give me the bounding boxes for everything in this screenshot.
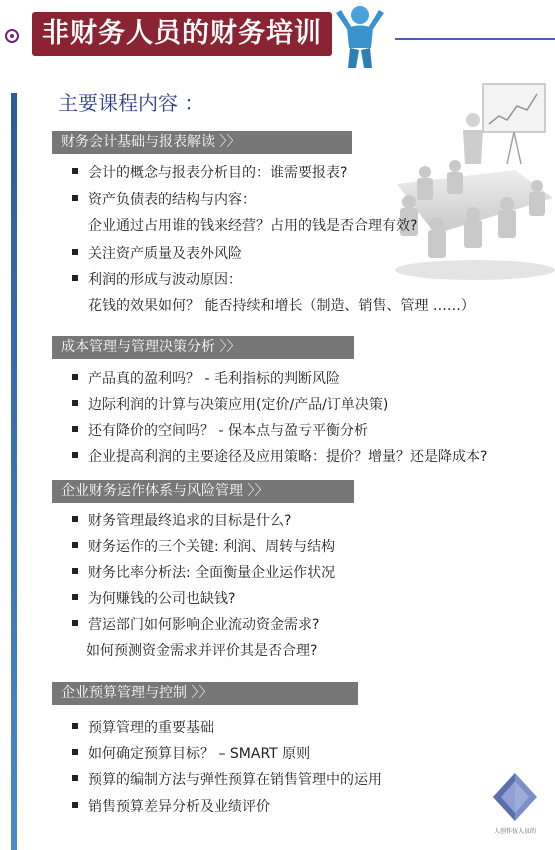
page-title: 非财务人员的财务培训	[32, 12, 332, 56]
list-item-continuation: 花钱的效果如何？ 能否持续和增长（制造、销售、管理 ……）	[88, 298, 475, 314]
list-item: 预算管理的重要基础	[72, 718, 214, 738]
bullet-square-icon	[72, 426, 78, 432]
list-item: 产品真的盈利吗？ - 毛利指标的判断风险	[72, 369, 340, 389]
list-item: 财务比率分析法: 全面衡量企业运作状况	[72, 563, 335, 583]
bullet-square-icon	[72, 594, 78, 600]
module-header-financial-operations: 企业财务运作体系与风险管理 〉〉	[52, 480, 354, 503]
module-header-cost-management: 成本管理与管理决策分析 〉〉	[52, 336, 354, 359]
bullet-square-icon	[72, 452, 78, 458]
list-item: 预算的编制方法与弹性预算在销售管理中的运用	[72, 770, 382, 790]
meeting-table-illustration	[395, 74, 555, 284]
list-item: 为何赚钱的公司也缺钱?	[72, 589, 235, 609]
list-item: 企业提高利润的主要途径及应用策略：提价？增量？还是降成本?	[72, 447, 487, 467]
bullet-square-icon	[72, 275, 78, 281]
header	[0, 0, 555, 80]
list-item-continuation: 企业通过占用谁的钱来经营？占用的钱是否合理有效?	[88, 218, 418, 234]
bullet-square-icon	[72, 568, 78, 574]
logo-caption: 人创作伍人员的	[493, 828, 537, 835]
list-item: 如何确定预算目标？ – SMART 原则	[72, 744, 310, 764]
bullet-square-icon	[72, 775, 78, 781]
bullet-square-icon	[72, 749, 78, 755]
list-item: 还有降价的空间吗？ - 保本点与盈亏平衡分析	[72, 421, 368, 441]
bullet-square-icon	[72, 802, 78, 808]
list-item: 利润的形成与波动原因：	[72, 270, 242, 290]
bullet-square-icon	[72, 168, 78, 174]
list-item: 销售预算差异分析及业绩评价	[72, 797, 270, 817]
bullet-square-icon	[72, 723, 78, 729]
list-item-continuation: 如何预测资金需求并评价其是否合理?	[86, 643, 318, 659]
list-item: 资产负债表的结构与内容：	[72, 190, 256, 210]
bullet-square-icon	[72, 195, 78, 201]
list-item: 关注资产质量及表外风险	[72, 244, 242, 264]
bullet-square-icon	[72, 400, 78, 406]
bullet-square-icon	[72, 620, 78, 626]
company-logo-icon	[489, 769, 541, 839]
module-header-budget-management: 企业预算管理与控制 〉〉	[52, 682, 358, 705]
list-item: 财务管理最终追求的目标是什么?	[72, 511, 291, 531]
module-header-financial-accounting: 财务会计基础与报表解读 〉〉	[52, 131, 352, 154]
bullet-square-icon	[72, 249, 78, 255]
list-item: 边际利润的计算与决策应用(定价/产品/订单决策)	[72, 395, 388, 415]
bullet-square-icon	[72, 374, 78, 380]
person-figure-icon	[333, 4, 387, 70]
bullet-square-icon	[72, 516, 78, 522]
list-item: 财务运作的三个关键: 利润、周转与结构	[72, 537, 335, 557]
section-title: 主要课程内容 ：	[58, 91, 205, 115]
list-item: 营运部门如何影响企业流动资金需求?	[72, 615, 319, 635]
list-item: 会计的概念与报表分析目的：谁需要报表?	[72, 163, 347, 183]
side-accent-bar	[11, 93, 17, 850]
target-circle-icon	[5, 29, 19, 43]
bullet-square-icon	[72, 542, 78, 548]
header-rule	[395, 38, 555, 40]
